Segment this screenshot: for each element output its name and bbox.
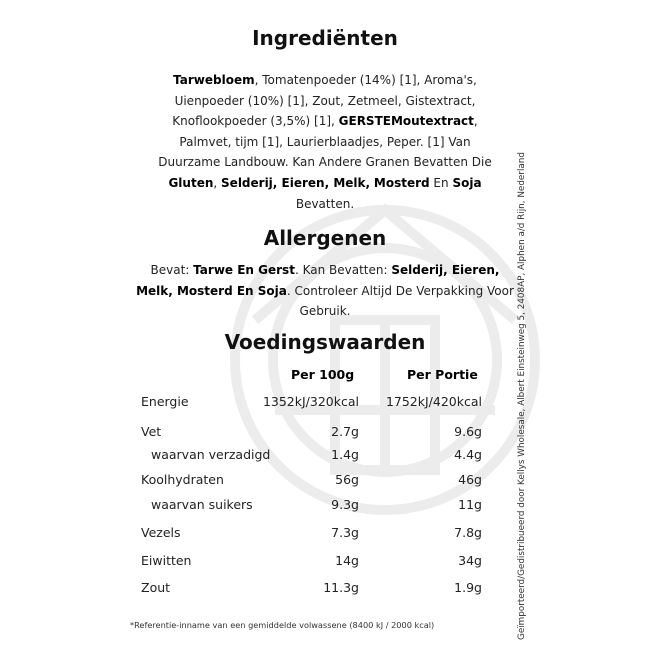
nutrition-row [141,580,501,600]
nutrition-row [141,497,501,517]
value-per-100g: 9.3g [331,497,359,512]
text-segment: En [429,175,453,190]
value-per-100g: 7.3g [331,525,359,540]
nutrition-row [141,525,501,545]
text-segment: . Controleer Altijd De Verpakking Voor Gebruik. [286,283,514,319]
value-per-portie: 1.9g [454,580,482,595]
allergens-text [132,260,518,322]
importer-text: Geïmporteerd/Gedistribueerd door Kellys Wholesale, Albert Einsteinweg 5, 2408AP, Alphen a/d Rijn, Nederland [517,152,527,640]
bold-text-segment: Selderij, Eieren, Melk, [221,175,371,190]
value-per-100g: 14g [335,553,359,568]
column-header-per-100g: Per 100g [291,367,355,382]
value-per-portie: 46g [458,472,482,487]
nutrition-title: Voedingswaarden [224,330,426,354]
nutrition-row [141,472,501,492]
ingredients-title: Ingrediënten [252,26,398,50]
value-per-portie: 7.8g [454,525,482,540]
nutrient-name: Energie [141,394,189,409]
value-per-portie: 11g [458,497,482,512]
ingredients-text [150,70,500,214]
nutrition-row [141,553,501,573]
value-per-100g: 56g [335,472,359,487]
bold-text-segment: Gluten [168,175,214,190]
value-per-100g: 1352kJ/320kcal [262,394,359,409]
text-segment: Bevatten. [295,196,355,211]
value-per-portie: 1752kJ/420kcal [385,394,482,409]
nutrient-name: waarvan verzadigd [151,447,271,462]
bold-text-segment: Tarwe En Gerst [193,263,295,277]
value-per-portie: 9.6g [454,424,482,439]
column-header-per-portie: Per Portie [407,367,478,382]
bold-text-segment: Selderij, Eieren, Melk, Mosterd En Soja [136,263,500,298]
value-per-100g: 1.4g [331,447,359,462]
nutrient-name: Vet [141,424,162,439]
bold-text-segment: Soja [452,175,482,190]
nutrient-name: Eiwitten [141,553,192,568]
nutrition-row [141,394,501,414]
nutrient-name: Koolhydraten [141,472,224,487]
text-segment: , [213,175,222,190]
bold-text-segment: Tarwebloem [173,73,255,87]
value-per-100g: 2.7g [331,424,359,439]
nutrition-row [141,447,501,467]
bold-text-segment: GERSTEMoutextract [338,114,474,129]
nutrient-name: waarvan suikers [151,497,253,512]
value-per-100g: 11.3g [323,580,359,595]
bold-text-segment: Mosterd [373,175,430,190]
text-segment: Bevat: [150,263,194,277]
nutrition-row [141,424,501,444]
allergens-title: Allergenen [263,226,387,250]
text-segment: , Palmvet, tijm [1], Laurierblaadjes, Peper. [1] Van Duurzame Landbouw. Kan Andere Granen Bevatten Die [158,114,492,170]
text-segment: . Kan Bevatten: [294,263,392,277]
reference-footnote: *Referentie-inname van een gemiddelde volwassene (8400 kJ / 2000 kcal) [130,620,435,630]
value-per-portie: 4.4g [454,447,482,462]
value-per-portie: 34g [458,553,482,568]
nutrient-name: Vezels [141,525,181,540]
text-segment: , Tomatenpoeder (14%) [1], Aroma's, Uienpoeder (10%) [1], Zout, Zetmeel, Gistextract, Knoflookpoeder (3,5%) [1], [172,73,477,129]
nutrient-name: Zout [141,580,171,595]
